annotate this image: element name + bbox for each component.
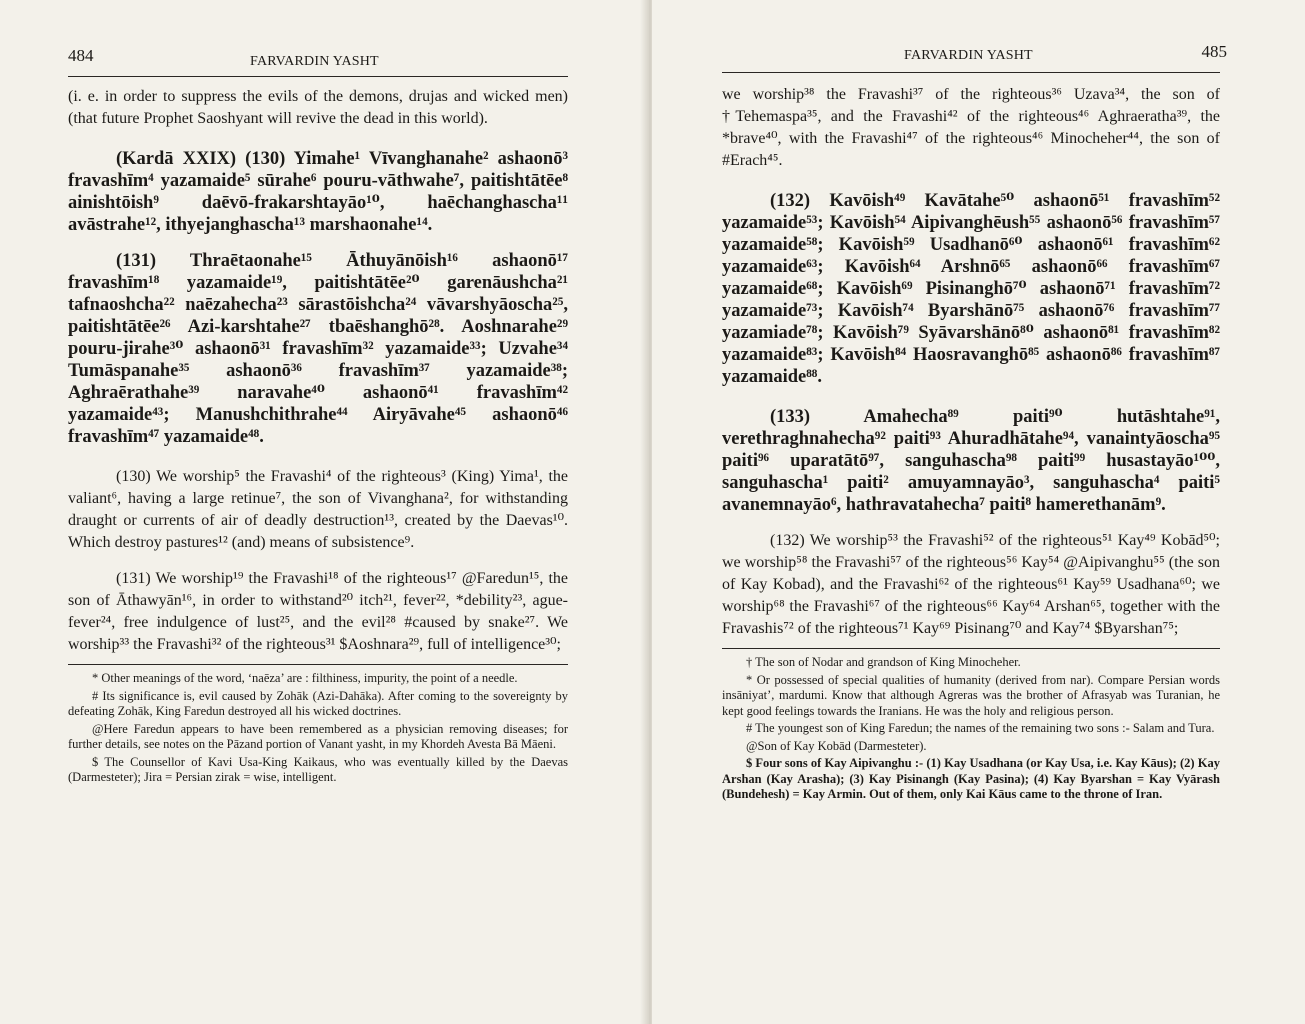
footnote: @Son of Kay Kobād (Darmesteter). bbox=[746, 738, 927, 753]
translation-131-continued: we worship³⁸ the Fravashi³⁷ of the righteous³⁶ Uzava³⁴, the son of †Tehemaspa³⁵, and the Fravashi⁴² of the righteous⁴⁶ Aghraeratha³⁹, the *brave⁴⁰, with the Fravashi⁴⁷ of the righteous⁴⁶ Minocheher⁴⁴, the son of #Erach⁴⁵. bbox=[722, 86, 1220, 169]
running-head: FARVARDIN YASHT bbox=[904, 48, 1033, 63]
avesta-verse-132: (132) Kavōish⁴⁹ Kavātahe⁵⁰ ashaonō⁵¹ fravashīm⁵² yazamaide⁵³; Kavōish⁵⁴ Aipivanghēush⁵⁵ ashaonō⁵⁶ fravashīm⁵⁷ yazamaide⁵⁸; Kavōish⁵⁹ Usadhanō⁶⁰ ashaonō⁶¹ fravashīm⁶² yazamaide⁶³; Kavōish⁶⁴ Arshnō⁶⁵ ashaonō⁶⁶ fravashīm⁶⁷ yazamaide⁶⁸; Kavōish⁶⁹ Pisinanghō⁷⁰ ashaonō⁷¹ fravashīm⁷² yazamaide⁷³; Kavōish⁷⁴ Byarshānō⁷⁵ ashaonō⁷⁶ fravashīm⁷⁷ yazamiade⁷⁸; Kavōish⁷⁹ Syāvarshānō⁸⁰ ashaonō⁸¹ fravashīm⁸² yazamaide⁸³; Kavōish⁸⁴ Haosravanghō⁸⁵ ashaonō⁸⁶ fravashīm⁸⁷ yazamaide⁸⁸. bbox=[722, 191, 1220, 387]
avesta-verse-133: (133) Amahecha⁸⁹ paiti⁹⁰ hutāshtahe⁹¹, verethraghnahecha⁹² paiti⁹³ Ahuradhātahe⁹⁴, vanaintyāoscha⁹⁵ paiti⁹⁶ uparatātō⁹⁷, sanguhascha⁹⁸ paiti⁹⁹ husastayāo¹⁰⁰, sanguhascha¹ paiti² amuyamnayāo³, sanguhascha⁴ paiti⁵ avanemnayāo⁶, hathravatahecha⁷ paiti⁸ hamerethanām⁹. bbox=[722, 407, 1220, 515]
footnote: @Here Faredun appears to have been remembered as a physician removing diseases; for further details, see notes on the Pāzand portion of Vanant yasht, in my Khordeh Avesta Bā Māeni. bbox=[68, 721, 568, 751]
footnote: # The youngest son of King Faredun; the names of the remaining two sons :- Salam and Tura. bbox=[746, 721, 1215, 735]
header-rule bbox=[68, 76, 568, 77]
right-page-body bbox=[722, 84, 1220, 803]
intro-paragraph: (i. e. in order to suppress the evils of the demons, drujas and wicked men) (that future Prophet Saoshyant will revive the dead in this world). bbox=[68, 88, 568, 127]
left-page bbox=[0, 0, 648, 1024]
footnote: † The son of Nodar and grandson of King Minocheher. bbox=[746, 655, 1021, 669]
footnote: $ The Counsellor of Kavi Usa-King Kaikaus, who was eventually killed by the Daevas (Darmesteter); Jira = Persian zirak = wise, intelligent. bbox=[68, 754, 568, 784]
footnote-rule bbox=[68, 664, 568, 665]
footnote-rule bbox=[722, 648, 1220, 649]
translation-130: (130) We worship⁵ the Fravashi⁴ of the righteous³ (King) Yima¹, the valiant⁶, having a large retinue⁷, the son of Vivanghana², for withstanding draught or currents of air of deadly destruction¹³, created by the Daevas¹⁰. Which destroy pastures¹² (and) means of subsistence⁹. bbox=[68, 468, 568, 551]
left-page-body bbox=[68, 86, 568, 786]
footnote: $ Four sons of Kay Aipivanghu :- (1) Kay Usadhana (or Kay Usa, i.e. Kay Kāus); (2) Kay Arshan (Kay Arasha); (3) Kay Pisinangh (Kay Pasina); (4) Kay Byarshan = Kay Vyārash (Bundehesh) = Kay Armin. Out of them, only Kai Kāus came to the throne of Iran. bbox=[722, 756, 1220, 801]
header-rule bbox=[722, 72, 1220, 73]
footnote: # Its significance is, evil caused by Zohāk (Azi-Dahāka). After coming to the sovereignty by defeating Zohāk, King Faredun destroyed all his wicked doctrines. bbox=[68, 688, 568, 718]
translation-132: (132) We worship⁵³ the Fravashi⁵² of the righteous⁵¹ Kay⁴⁹ Kobād⁵⁰; we worship⁵⁸ the Fravashi⁵⁷ of the righteous⁵⁶ Kay⁵⁴ @Aipivanghu⁵⁵ (the son of Kay Kobad), and the Fravashi⁶² of the righteous⁶¹ Kay⁵⁹ Usadhana⁶⁰; we worship⁶⁸ the Fravashi⁶⁷ of the righteous⁶⁶ Kay⁶⁴ Arshan⁶⁵, together with the Fravashis⁷² of the righteous⁷¹ Kay⁶⁹ Pisinang⁷⁰ and Kay⁷⁴ $Byarshan⁷⁵; bbox=[722, 532, 1220, 637]
avesta-verse-130: (Kardā XXIX) (130) Yimahe¹ Vīvanghanahe² ashaonō³ fravashīm⁴ yazamaide⁵ sūrahe⁶ pouru-vāthwahe⁷, paitishtātēe⁸ ainishtōish⁹ daēvō-frakarshtayāo¹⁰, haēchanghascha¹¹ avāstrahe¹², ithyejanghascha¹³ marshaonahe¹⁴. bbox=[68, 149, 568, 235]
footnote: * Other meanings of the word, ‘naēza’ are : filthiness, impurity, the point of a needle. bbox=[92, 671, 518, 685]
page-number: 484 bbox=[68, 46, 94, 65]
avesta-verse-131: (131) Thraētaonahe¹⁵ Āthuyānōish¹⁶ ashaonō¹⁷ fravashīm¹⁸ yazamaide¹⁹, paitishtātēe²⁰ garenāushcha²¹ tafnaoshcha²² naēzahecha²³ sārastōishcha²⁴ vāvarshyāoscha²⁵, paitishtātēe²⁶ Azi-karshtahe²⁷ tbaēshanghō²⁸. Aoshnarahe²⁹ pouru-jirahe³⁰ ashaonō³¹ fravashīm³² yazamaide³³; Uzvahe³⁴ Tumāspanahe³⁵ ashaonō³⁶ fravashīm³⁷ yazamaide³⁸; Aghraērathahe³⁹ naravahe⁴⁰ ashaonō⁴¹ fravashīm⁴² yazamaide⁴³; Manushchithrahe⁴⁴ Airyāvahe⁴⁵ ashaonō⁴⁶ fravashīm⁴⁷ yazamaide⁴⁸. bbox=[68, 251, 568, 447]
translation-131: (131) We worship¹⁹ the Fravashi¹⁸ of the righteous¹⁷ @Faredun¹⁵, the son of Āthawyān¹⁶, in order to withstand²⁰ itch²¹, fever²², *debility²³, ague-fever²⁴, free indulgence of lust²⁵, and the evil²⁸ #caused by snake²⁷. We worship³³ the Fravashi³² of the righteous³¹ $Aoshnara²⁹, full of intelligence³⁰; bbox=[68, 570, 568, 653]
footnote: * Or possessed of special qualities of humanity (derived from nar). Compare Persian words insāniyat’, mardumi. Know that although Agreras was the brother of Afrasyab was Turanian, he kept good feelings towards the Iranians. He was the holy and religious person. bbox=[722, 672, 1220, 718]
right-page bbox=[652, 0, 1305, 1024]
page-number: 485 bbox=[1201, 42, 1227, 61]
running-head: FARVARDIN YASHT bbox=[250, 54, 379, 69]
